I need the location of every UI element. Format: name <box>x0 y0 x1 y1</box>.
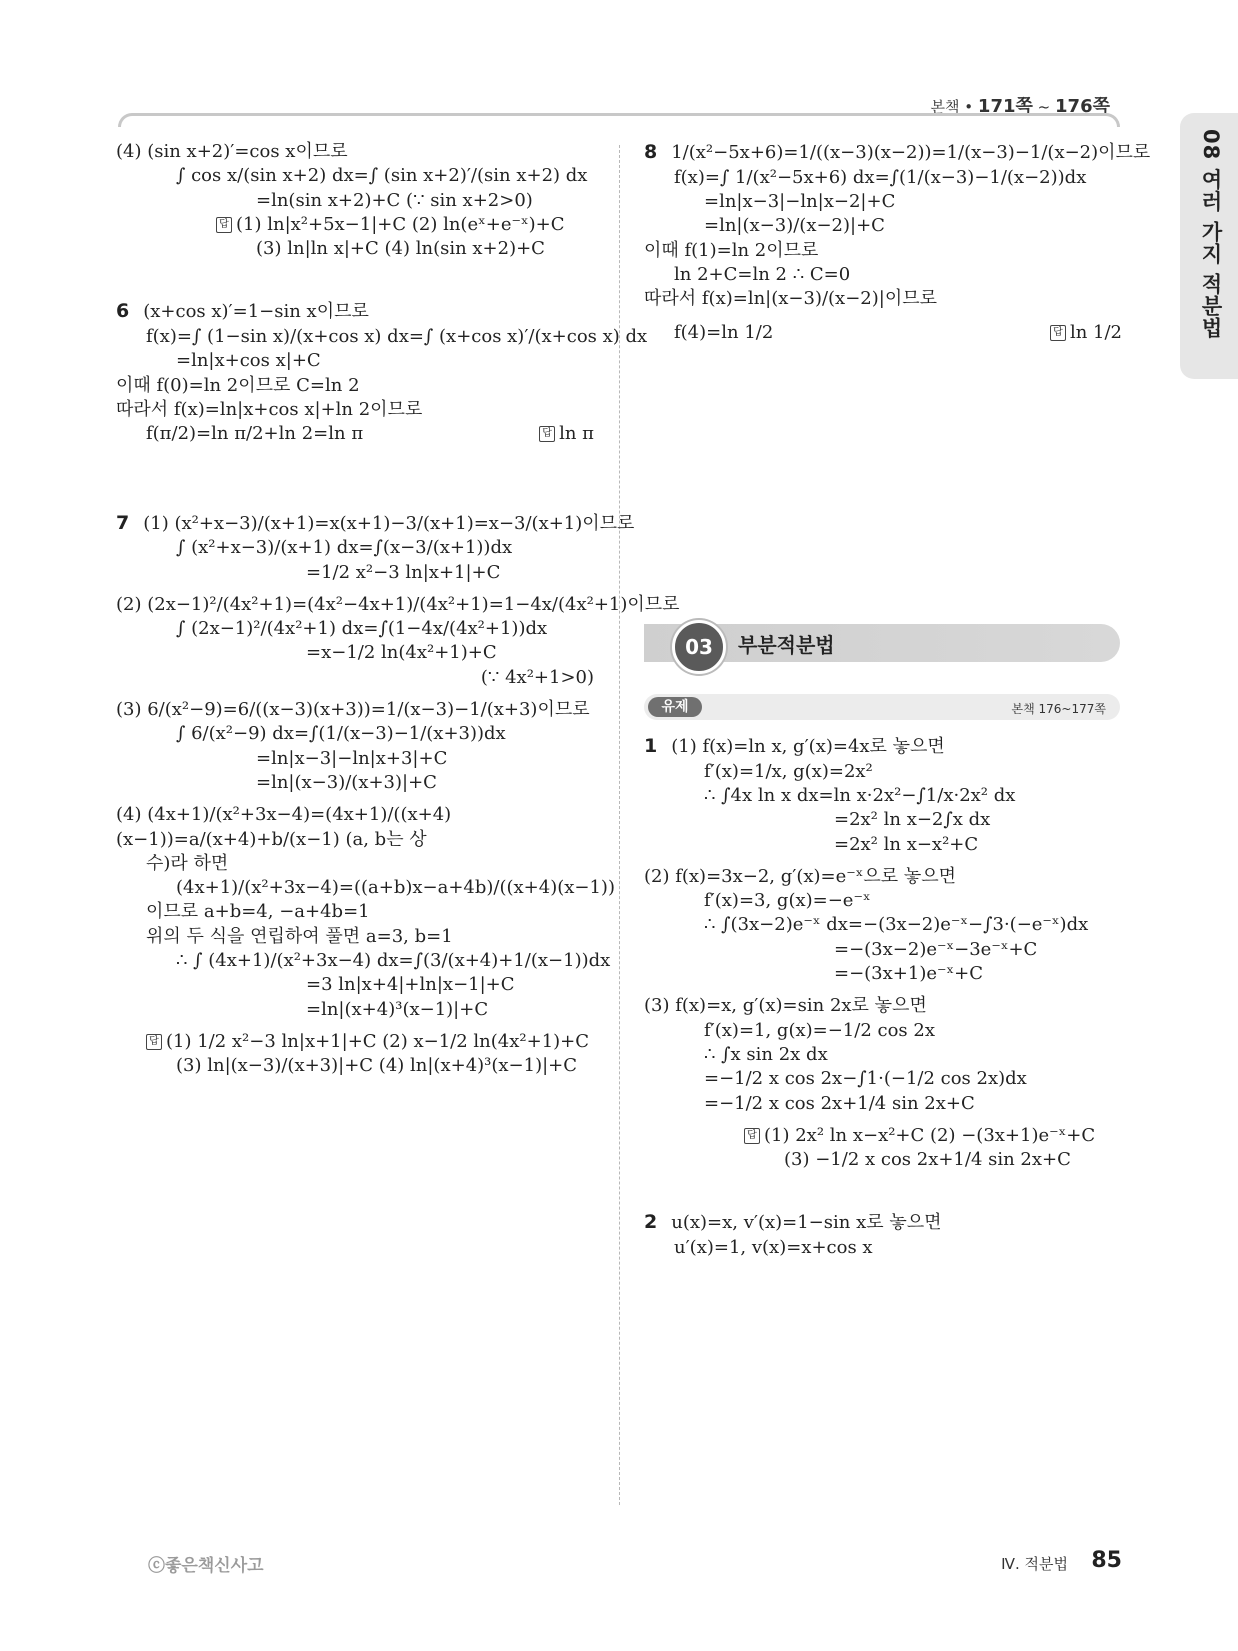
problem-number: 8 <box>644 141 658 163</box>
problem-5-part-4 <box>116 140 594 261</box>
solution-line: =−(3x−2)e⁻ˣ−3e⁻ˣ+C <box>834 938 1038 960</box>
problem-number: 1 <box>644 735 658 757</box>
answer-icon: 답 <box>146 1034 162 1050</box>
solution-line: =ln|x−3|−ln|x−2|+C <box>704 190 896 212</box>
solution-line: =ln(sin x+2)+C (∵ sin x+2>0) <box>256 189 533 211</box>
solution-line: =−(3x+1)e⁻ˣ+C <box>834 963 983 985</box>
solution-line: ln 2+C=ln 2 ∴ C=0 <box>674 263 851 285</box>
subsection-badge: 유제 <box>648 697 702 717</box>
answer-line: (1) ln|x²+5x−1|+C (2) ln(eˣ+e⁻ˣ)+C <box>236 213 565 235</box>
solution-line: f(4)=ln 1/2 <box>674 322 774 344</box>
solution-line: ∫ (x²+x−3)/(x+1) dx=∫(x−3/(x+1))dx <box>176 537 513 559</box>
answer-line: ln π <box>559 423 594 445</box>
solution-line: 따라서 f(x)=ln|x+cos x|+ln 2이므로 <box>116 399 423 421</box>
solution-line: (4) (sin x+2)′=cos x이므로 <box>116 141 348 162</box>
solution-line: f′(x)=1, g(x)=−1/2 cos 2x <box>704 1019 935 1041</box>
ref-page-from: 171쪽 <box>977 96 1033 117</box>
section-number-badge: 03 <box>672 620 726 674</box>
solution-line: =ln|(x−3)/(x−2)|+C <box>704 215 885 237</box>
solution-line: (1) f(x)=ln x, g′(x)=4x로 놓으면 <box>671 736 945 757</box>
problem-number: 2 <box>644 1211 658 1234</box>
solution-line: (x+cos x)′=1−sin x이므로 <box>143 301 369 323</box>
solution-line: 수)라 하면 <box>146 852 229 874</box>
answer-icon: 답 <box>1050 325 1066 341</box>
solution-line: =−1/2 x cos 2x+1/4 sin 2x+C <box>704 1092 975 1114</box>
answer-line: (3) ln|(x−3)/(x+3)|+C (4) ln|(x+4)³(x−1)|+C <box>176 1055 578 1077</box>
problem-1-part-3 <box>644 994 1122 1115</box>
answer-line: (1) 2x² ln x−x²+C (2) −(3x+1)e⁻ˣ+C <box>764 1124 1096 1146</box>
answer-icon: 답 <box>744 1128 760 1144</box>
chapter-side-tab <box>1180 113 1238 379</box>
solution-line: ∫ (2x−1)²/(4x²+1) dx=∫(1−4x/(4x²+1))dx <box>176 618 548 640</box>
problem-number: 7 <box>116 511 130 534</box>
solution-line: =3 ln|x+4|+ln|x−1|+C <box>306 974 515 996</box>
solution-line: =−1/2 x cos 2x−∫1·(−1/2 cos 2x)dx <box>704 1068 1027 1090</box>
solution-line: 위의 두 식을 연립하여 풀면 a=3, b=1 <box>146 925 453 947</box>
problem-7-part-4 <box>116 803 615 1022</box>
problem-6 <box>116 299 648 446</box>
solution-line: f′(x)=3, g(x)=−e⁻ˣ <box>704 890 871 912</box>
problem-number: 6 <box>116 300 130 323</box>
chapter-tab-label: 08 여러 가지 적분법 <box>1199 129 1223 340</box>
solution-line: =1/2 x²−3 ln|x+1|+C <box>306 561 501 583</box>
solution-line: =ln|x−3|−ln|x+3|+C <box>256 747 448 769</box>
solution-line: =x−1/2 ln(4x²+1)+C <box>306 642 497 664</box>
page-number: 85 <box>1091 1548 1122 1573</box>
problem-7-part-3 <box>116 698 594 795</box>
solution-line: (3) 6/(x²−9)=6/((x−3)(x+3))=1/(x−3)−1/(x+3)이므로 <box>116 699 590 721</box>
solution-line: (∵ 4x²+1>0) <box>480 666 594 688</box>
right-column-lower <box>644 734 1122 1268</box>
solution-line: (1) (x²+x−3)/(x+1)=x(x+1)−3/(x+1)=x−3/(x+1)이므로 <box>143 512 635 534</box>
solution-line: =2x² ln x−x²+C <box>834 833 979 855</box>
problem-7-part-1 <box>116 511 635 585</box>
solution-line: ∴ ∫(3x−2)e⁻ˣ dx=−(3x−2)e⁻ˣ−∫3·(−e⁻ˣ)dx <box>704 914 1089 936</box>
solution-line: ∴ ∫4x ln x dx=ln x·2x²−∫1/x·2x² dx <box>704 784 1016 806</box>
answer-line: (3) −1/2 x cos 2x+1/4 sin 2x+C <box>784 1149 1071 1171</box>
problem-1-part-2 <box>644 865 1122 986</box>
solution-line: u(x)=x, v′(x)=1−sin x로 놓으면 <box>671 1212 942 1234</box>
solution-line: 이때 f(0)=ln 2이므로 C=ln 2 <box>116 374 360 396</box>
solution-line: ∫ cos x/(sin x+2) dx=∫ (sin x+2)′/(sin x+2) dx <box>176 165 588 187</box>
problem-1-answers <box>644 1124 1122 1173</box>
solution-line: =ln|(x−3)/(x+3)|+C <box>256 771 437 793</box>
solution-line: f(π/2)=ln π/2+ln 2=ln π <box>146 423 364 445</box>
solution-line: ∴ ∫x sin 2x dx <box>704 1043 828 1065</box>
ref-book-label: 본책 <box>930 98 960 116</box>
answer-icon: 답 <box>216 217 232 233</box>
solution-line: (3) f(x)=x, g′(x)=sin 2x로 놓으면 <box>644 995 927 1017</box>
solution-line: f(x)=∫ (1−sin x)/(x+cos x) dx=∫ (x+cos x)′/(x+cos x) dx <box>146 326 648 348</box>
solution-line: f′(x)=1/x, g(x)=2x² <box>704 760 873 782</box>
ref-tilde: ~ <box>1037 98 1051 116</box>
solution-line: ∫ 6/(x²−9) dx=∫(1/(x−3)−1/(x+3))dx <box>176 723 506 745</box>
answer-line: (1) 1/2 x²−3 ln|x+1|+C (2) x−1/2 ln(4x²+1)+C <box>166 1030 590 1052</box>
solution-line: (2) f(x)=3x−2, g′(x)=e⁻ˣ으로 놓으면 <box>644 865 957 887</box>
answer-line: (3) ln|ln x|+C (4) ln(sin x+2)+C <box>256 238 545 260</box>
solution-line: ∴ ∫ (4x+1)/(x²+3x−4) dx=∫(3/(x+4)+1/(x−1))dx <box>176 950 611 971</box>
solution-line: f(x)=∫ 1/(x²−5x+6) dx=∫(1/(x−3)−1/(x−2))dx <box>674 166 1087 188</box>
solution-line: (2) (2x−1)²/(4x²+1)=(4x²−4x+1)/(4x²+1)=1−4x/(4x²+1)이므로 <box>116 593 680 615</box>
problem-2 <box>644 1210 1122 1260</box>
ref-bullet: • <box>964 98 974 116</box>
solution-line: (4x+1)/(x²+3x−4)=((a+b)x−a+4b)/((x+4)(x−1)) <box>176 877 615 899</box>
solution-line: 따라서 f(x)=ln|(x−3)/(x−2)|이므로 <box>644 288 937 310</box>
top-rule-divider <box>118 113 1120 127</box>
solution-line: u′(x)=1, v(x)=x+cos x <box>674 1237 873 1259</box>
solution-line: 이때 f(1)=ln 2이므로 <box>644 239 819 261</box>
answer-line: ln 1/2 <box>1069 322 1122 344</box>
right-column <box>644 140 1151 354</box>
solution-line: =ln|x+cos x|+C <box>176 350 321 372</box>
solution-line: =ln|(x+4)³(x−1)|+C <box>306 998 489 1020</box>
solution-line: 1/(x²−5x+6)=1/((x−3)(x−2))=1/(x−3)−1/(x−2)이므로 <box>671 142 1151 163</box>
answer-icon: 답 <box>539 426 555 442</box>
ref-page-to: 176쪽 <box>1055 96 1110 117</box>
footer-chapter-label: Ⅳ. 적분법 <box>1001 1555 1068 1573</box>
problem-1-part-1 <box>644 734 1122 857</box>
solution-line: =2x² ln x−2∫x dx <box>834 809 991 831</box>
problem-7-answers <box>116 1030 594 1079</box>
section-title: 부분적분법 <box>738 633 835 657</box>
problem-7-part-2 <box>116 593 680 690</box>
problem-8 <box>644 140 1151 346</box>
solution-line: (4) (4x+1)/(x²+3x−4)=(4x+1)/((x+4)(x−1))=a/(x+4)+b/(x−1) (a, b는 상 <box>116 804 452 850</box>
publisher-logo: ⓒ좋은책신사고 <box>148 1556 264 1576</box>
subsection-page-ref: 본책 176~177쪽 <box>1011 702 1106 716</box>
solution-line: 이므로 a+b=4, −a+4b=1 <box>146 901 370 923</box>
